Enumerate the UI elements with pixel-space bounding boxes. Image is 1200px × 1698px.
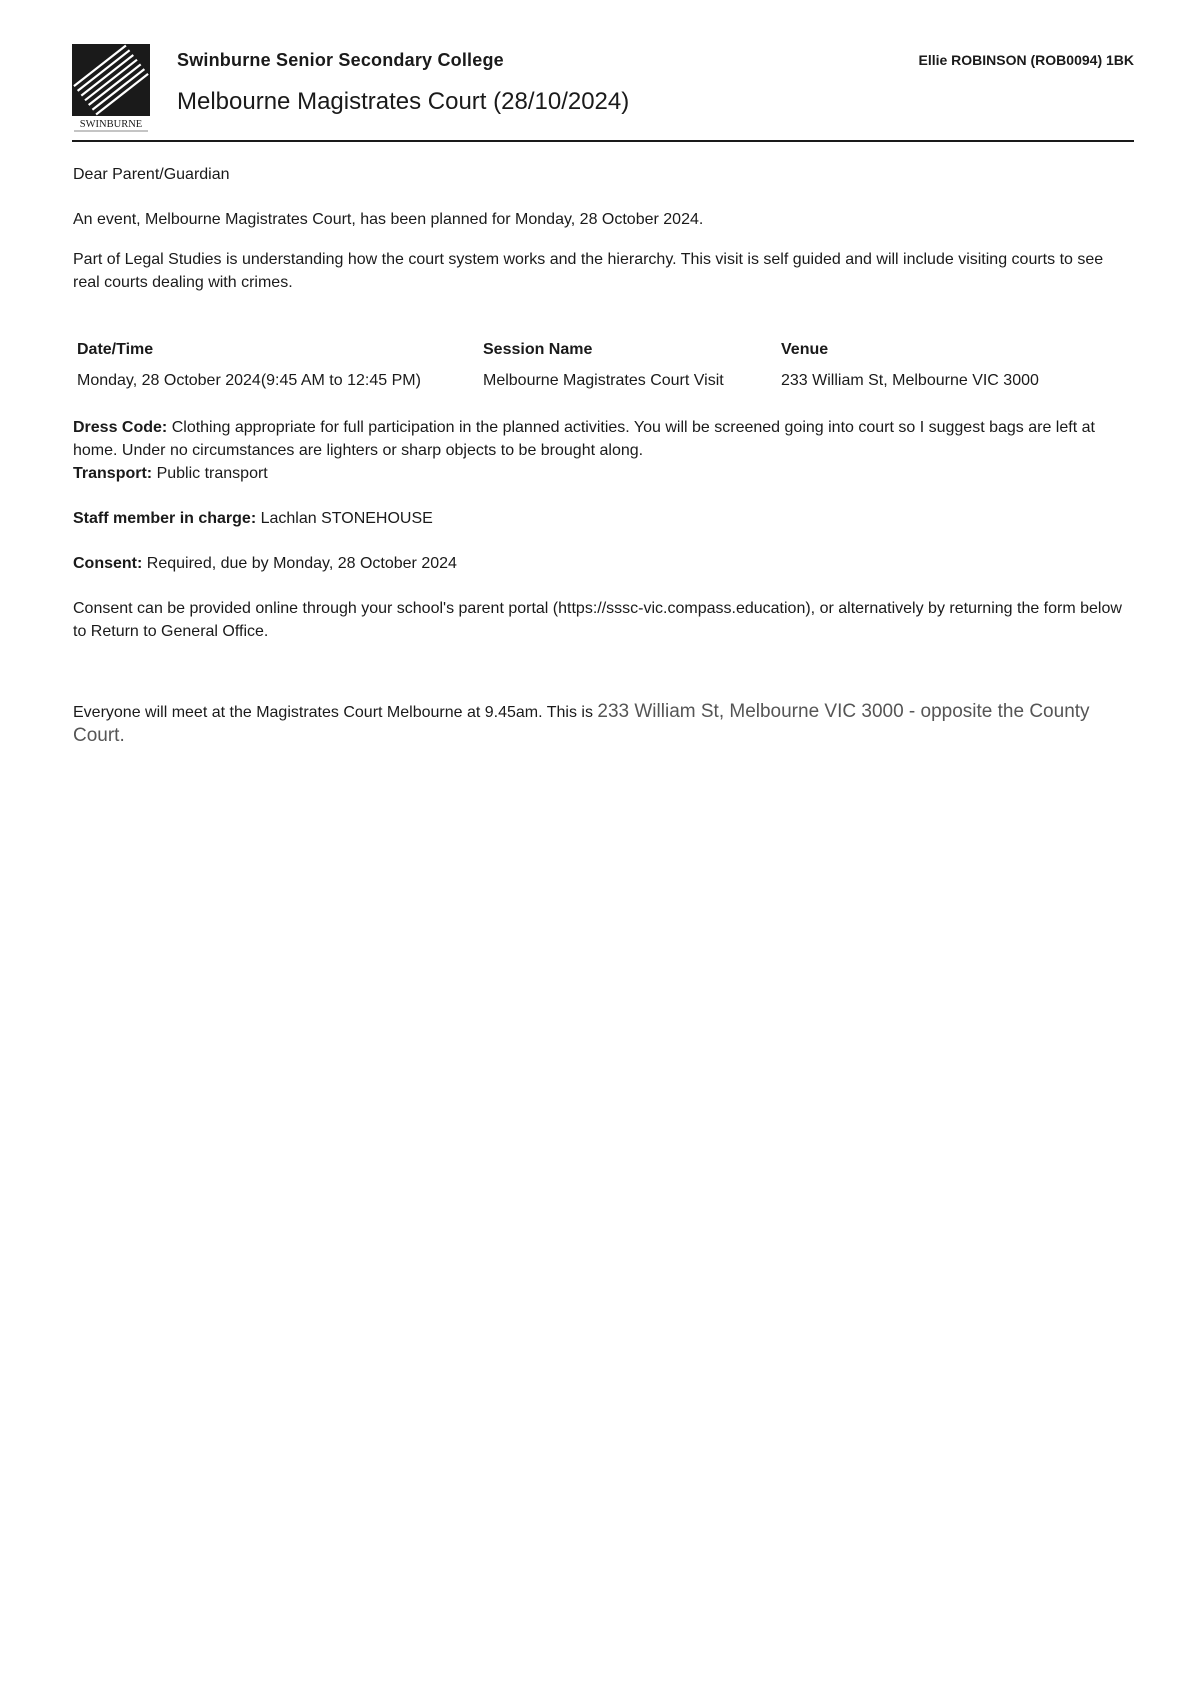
intro-paragraph: An event, Melbourne Magistrates Court, has been planned for Monday, 28 October 2024. xyxy=(73,211,704,228)
staff-paragraph xyxy=(73,507,1133,530)
column-header-date-time: Date/Time xyxy=(77,341,154,358)
dress-code-text: Clothing appropriate for full participation in the planned activities. You will be screened going into court so I suggest bags are left at home. Under no circumstances are lighters or sharp objects to be brought along. xyxy=(73,419,1095,459)
column-header-venue: Venue xyxy=(781,341,829,358)
consent-label: Consent: xyxy=(73,555,143,572)
transport-paragraph xyxy=(73,462,1133,485)
table-row xyxy=(77,369,1047,392)
consent-paragraph xyxy=(73,552,1133,575)
cell-venue: 233 William St, Melbourne VIC 3000 xyxy=(781,372,1039,389)
event-title: Melbourne Magistrates Court (28/10/2024) xyxy=(177,88,630,115)
student-identifier: Ellie ROBINSON (ROB0094) 1BK xyxy=(918,52,1134,68)
school-logo xyxy=(72,44,150,134)
dress-code-label: Dress Code: xyxy=(73,419,168,436)
meeting-lead-text: Everyone will meet at the Magistrates Court Melbourne at 9.45am. This is xyxy=(73,704,598,721)
description-paragraph: Part of Legal Studies is understanding how the court system works and the hierarchy. This visit is self guided and will include visiting courts to see real courts dealing with crimes. xyxy=(73,251,1104,291)
staff-text: Lachlan STONEHOUSE xyxy=(260,510,433,527)
portal-paragraph: Consent can be provided online through your school's parent portal (https://sssc-vic.compass.education), or alternatively by returning the form below to Return to General Office. xyxy=(73,600,1122,640)
letter-header xyxy=(72,44,1134,140)
header-divider xyxy=(72,140,1134,142)
letter-body xyxy=(73,163,1133,748)
transport-text: Public transport xyxy=(156,465,268,482)
meeting-location-text: 233 William St, Melbourne VIC 3000 - opposite the County Court. xyxy=(73,701,1090,746)
transport-label: Transport: xyxy=(73,465,153,482)
school-name: Swinburne Senior Secondary College xyxy=(177,50,504,70)
table-header-row xyxy=(77,338,1047,369)
consent-text: Required, due by Monday, 28 October 2024 xyxy=(146,555,457,572)
meeting-paragraph xyxy=(73,700,1133,748)
logo-wordmark: SWINBURNE xyxy=(79,119,143,130)
sessions-table xyxy=(77,338,1047,392)
dress-code-paragraph xyxy=(73,416,1133,462)
column-header-session-name: Session Name xyxy=(483,341,593,358)
greeting: Dear Parent/Guardian xyxy=(73,166,230,183)
staff-label: Staff member in charge: xyxy=(73,510,257,527)
cell-session-name: Melbourne Magistrates Court Visit xyxy=(483,372,724,389)
cell-date-time: Monday, 28 October 2024(9:45 AM to 12:45 PM) xyxy=(77,372,421,389)
